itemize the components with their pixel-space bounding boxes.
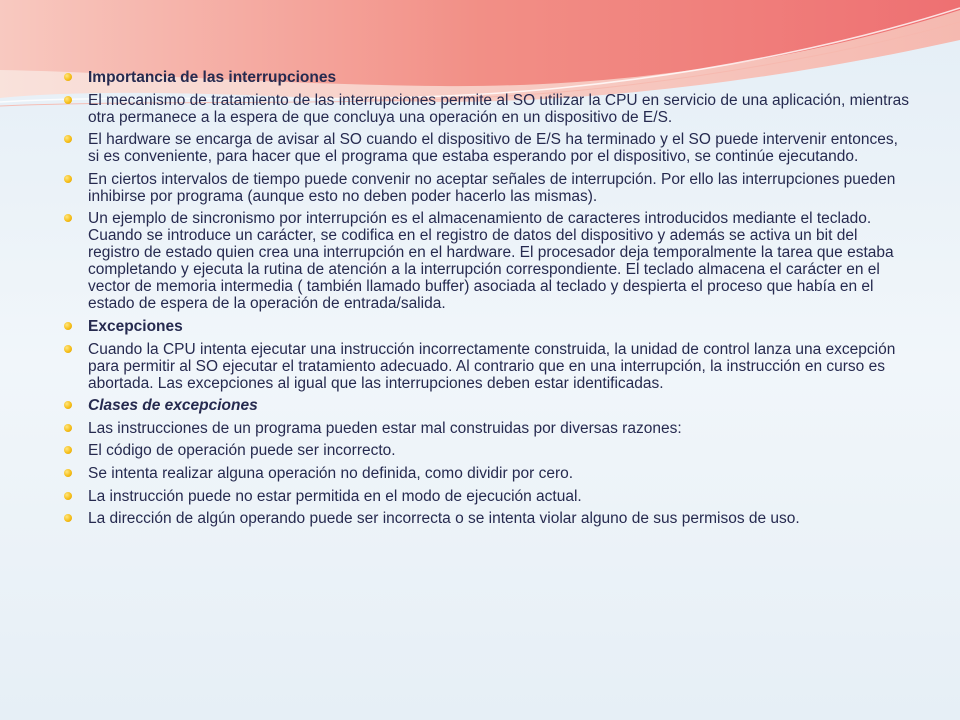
bullet-text: Se intenta realizar alguna operación no definida, como dividir por cero. xyxy=(88,464,574,482)
bullet-heading-importancia xyxy=(62,69,910,86)
bullet-heading-clases xyxy=(62,397,910,414)
bullet-item xyxy=(62,420,910,437)
bullet-item xyxy=(62,442,910,459)
bullet-text: Excepciones xyxy=(88,317,183,335)
bullet-icon xyxy=(64,214,72,222)
bullet-item xyxy=(62,210,910,312)
bullet-icon xyxy=(64,345,72,353)
slide-content xyxy=(62,69,910,533)
bullet-item xyxy=(62,465,910,482)
bullet-icon xyxy=(64,424,72,432)
bullet-icon xyxy=(64,469,72,477)
bullet-text: Importancia de las interrupciones xyxy=(88,69,337,86)
bullet-text: El código de operación puede ser incorrecto. xyxy=(88,442,396,460)
bullet-item xyxy=(62,488,910,505)
bullet-icon xyxy=(64,73,72,81)
bullet-list xyxy=(62,69,910,527)
bullet-item xyxy=(62,171,910,205)
bullet-icon xyxy=(64,175,72,183)
bullet-icon xyxy=(64,135,72,143)
bullet-icon xyxy=(64,96,72,104)
bullet-text: Las instrucciones de un programa pueden estar mal construidas por diversas razones: xyxy=(88,419,682,437)
bullet-text: El hardware se encarga de avisar al SO cuando el dispositivo de E/S ha terminado y el SO puede intervenir entonces, si es conveniente, para hacer que el programa que estaba esperando por el dispositivo, se continúe ejecutando. xyxy=(88,131,898,166)
bullet-heading-excepciones xyxy=(62,318,910,335)
bullet-text: La dirección de algún operando puede ser incorrecta o se intenta violar alguno de sus permisos de uso. xyxy=(88,510,800,528)
bullet-icon xyxy=(64,446,72,454)
bullet-item xyxy=(62,92,910,126)
bullet-item xyxy=(62,341,910,392)
bullet-text: Clases de excepciones xyxy=(88,397,258,415)
bullet-icon xyxy=(64,492,72,500)
bullet-item xyxy=(62,131,910,165)
bullet-icon xyxy=(64,401,72,409)
bullet-text: En ciertos intervalos de tiempo puede convenir no aceptar señales de interrupción. Por ello las interrupciones pueden inhibirse por programa (aunque esto no deben poder hacerlo las mismas). xyxy=(88,170,896,205)
bullet-text: El mecanismo de tratamiento de las interrupciones permite al SO utilizar la CPU en servicio de una aplicación, mientras otra permanece a la espera de que concluya una operación en un dispositivo de E/S. xyxy=(88,91,910,126)
bullet-text: La instrucción puede no estar permitida en el modo de ejecución actual. xyxy=(88,487,582,505)
bullet-icon xyxy=(64,514,72,522)
bullet-item xyxy=(62,510,910,527)
bullet-icon xyxy=(64,322,72,330)
bullet-text: Cuando la CPU intenta ejecutar una instrucción incorrectamente construida, la unidad de control lanza una excepción para permitir al SO ejecutar el tratamiento adecuado. Al contrario que en una interrupción, la instrucción en curso es abortada. Las excepciones al igual que las interrupciones deben estar identificadas. xyxy=(88,340,896,392)
bullet-text: Un ejemplo de sincronismo por interrupción es el almacenamiento de caracteres introducidos mediante el teclado. Cuando se introduce un carácter, se codifica en el registro de datos del dispositivo y además se activa un bit del registro de estado quien crea una interrupción en el hardware. El procesador deja temporalmente la tarea que estaba completando y ejecuta la rutina de atención a la interrupción correspondiente. El teclado almacena el carácter en el vector de memoria intermedia ( también llamado buffer) asociada al teclado y despierta el proceso que había en el estado de espera de la operación de entrada/salida. xyxy=(88,210,894,313)
